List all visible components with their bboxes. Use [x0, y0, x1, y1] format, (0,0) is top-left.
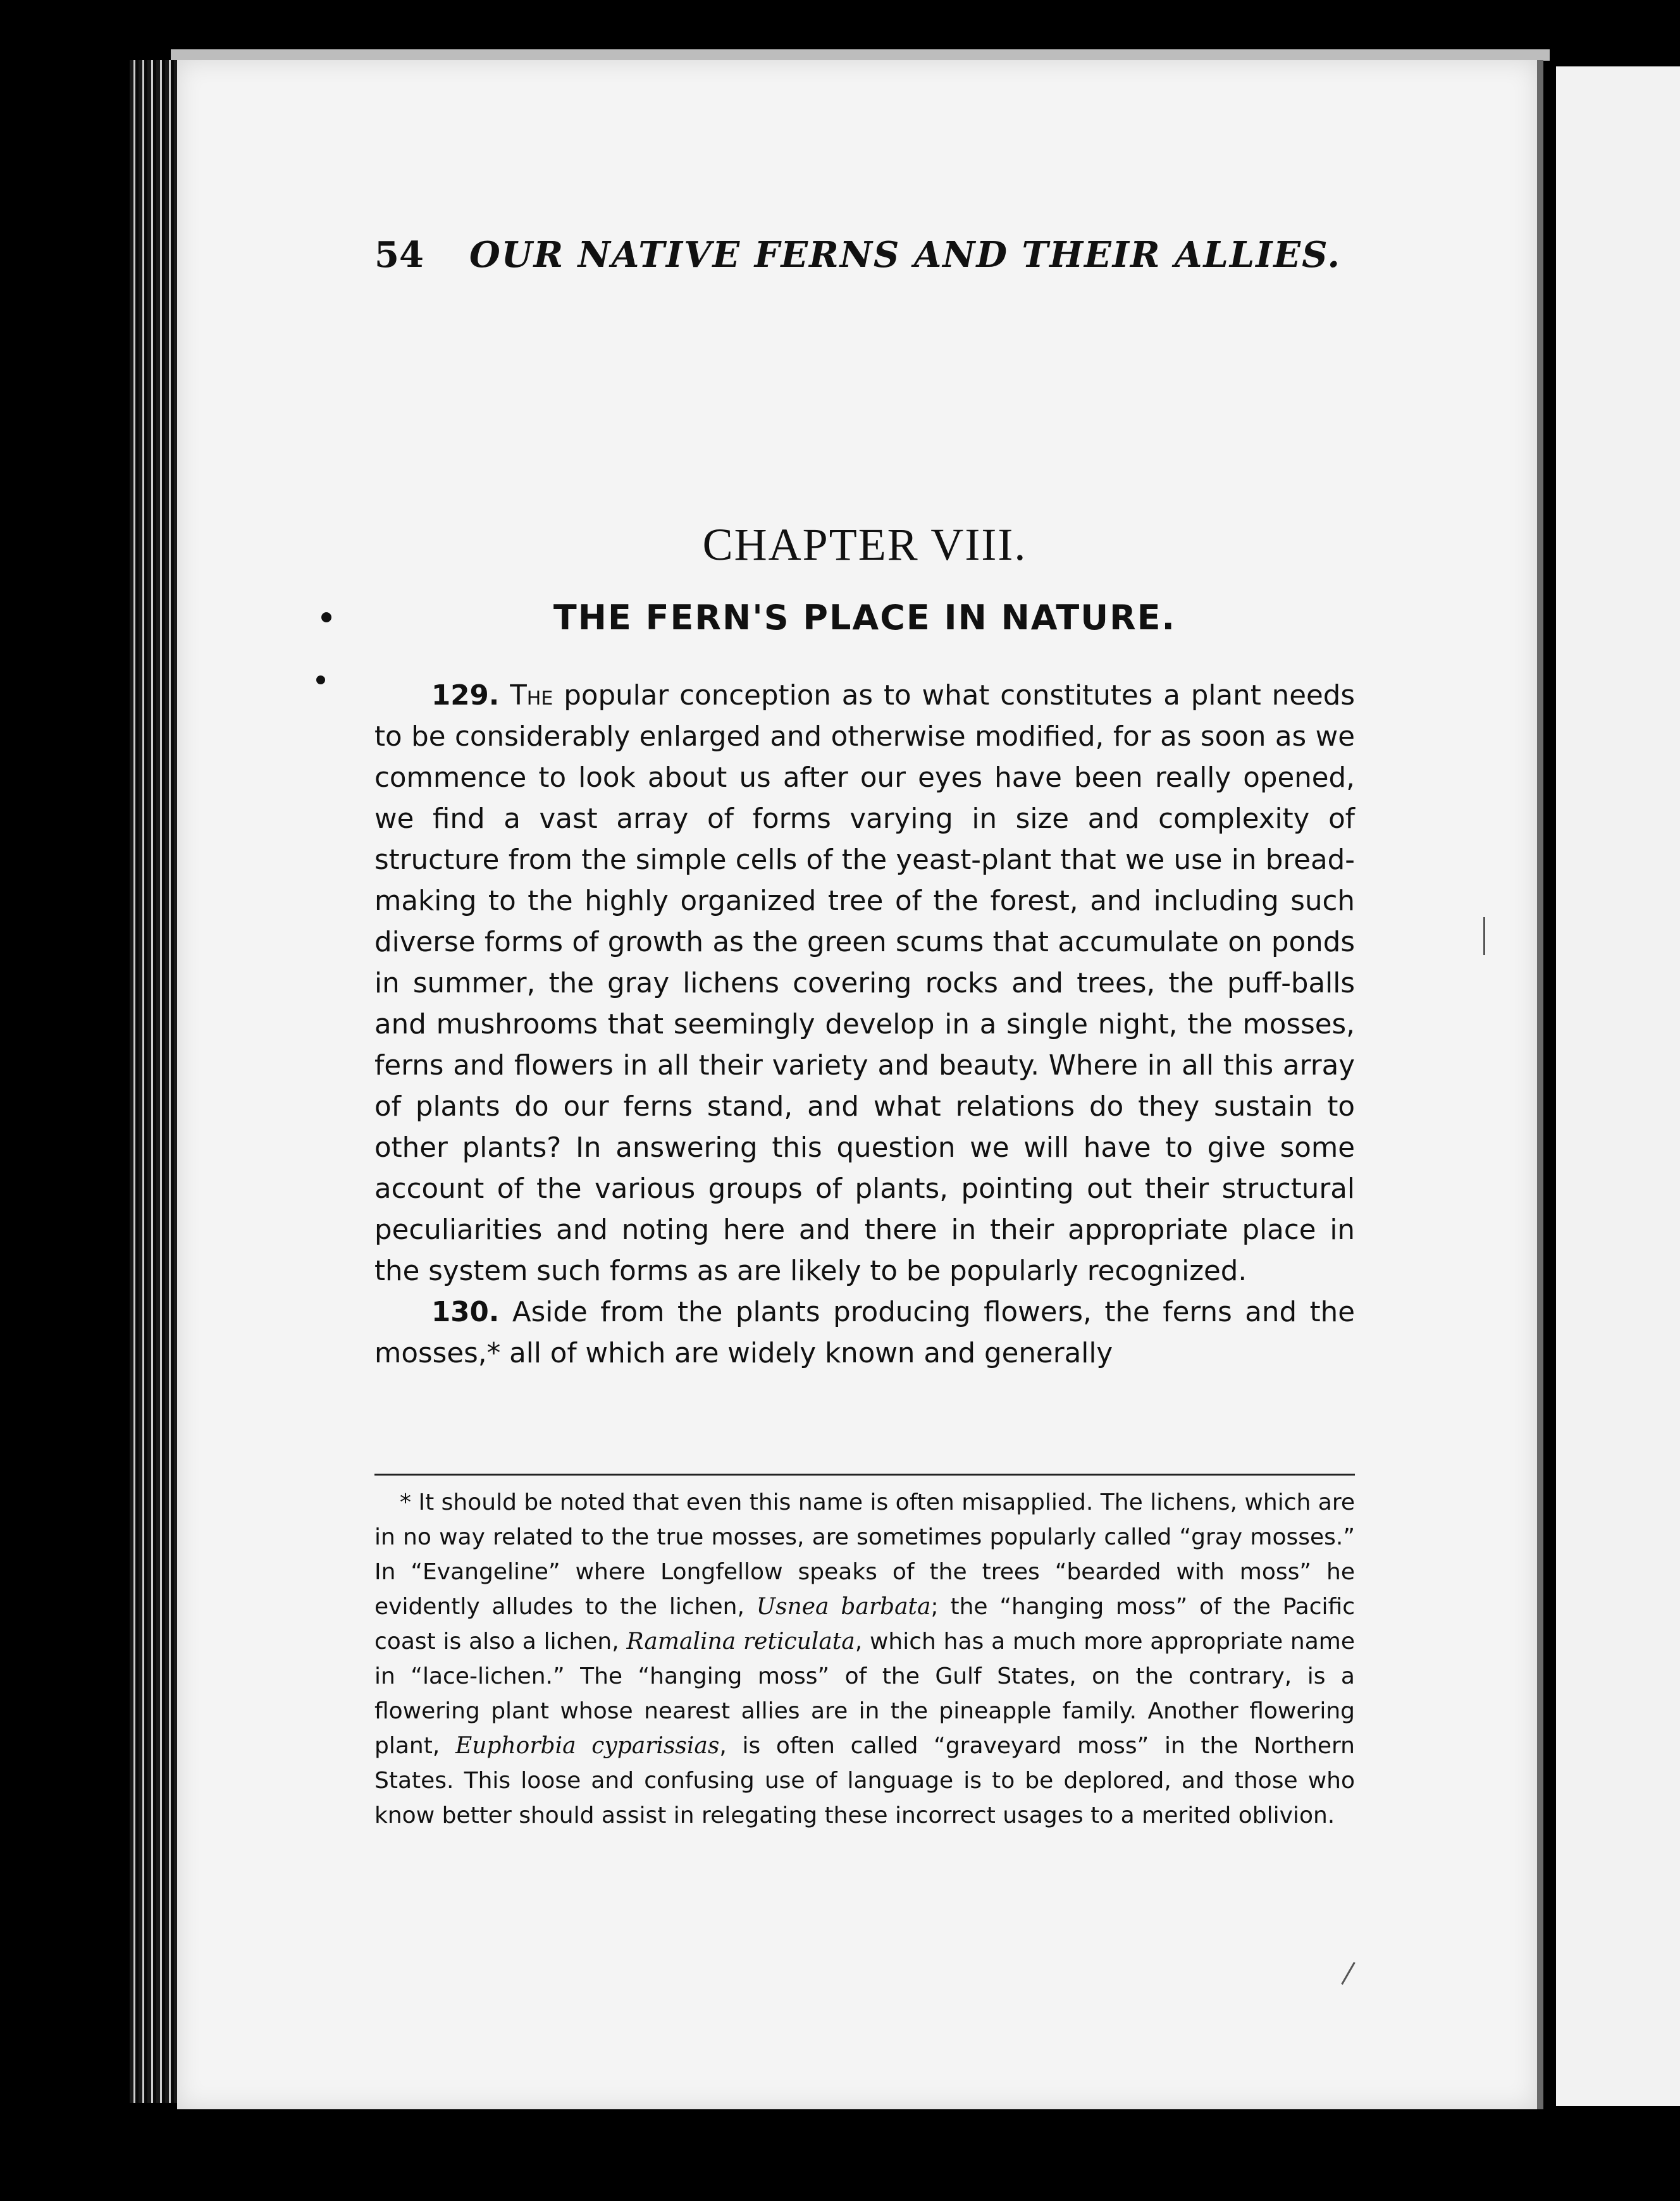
- running-head: [374, 234, 1361, 276]
- footnote-segment: , which has a much more appropriate name in “lace-lichen.” The “hanging moss” of the Gulf States, on the contrary, is a flowering plant whose nearest allies are in the pineapple family. Another flowering plant,: [374, 1629, 1355, 1759]
- paragraph-number: 130.: [431, 1297, 500, 1328]
- paragraph-text: Aside from the plants producing flowers, the ferns and the mosses,* all of which are widely known and generally: [374, 1297, 1356, 1369]
- paragraph-lead-word: The: [510, 680, 553, 712]
- paragraph-number: 129.: [431, 680, 500, 712]
- paragraph-text: popular conception as to what constitutes a plant needs to be considerably enlarged and otherwise modified, for as soon as we commence to look about us after our eyes have been really opened, we find a vast array of forms varying in size and complexity of structure from the simple cells of the yeast-plant that we use in bread-making to the highly organized tree of the forest, and including such diverse forms of growth as the green scums that accumulate on ponds in summer, the gray lichens covering rocks and trees, the puff-balls and mushrooms that seemingly develop in a single night, the mosses, ferns and flowers in all their variety and beauty. Where in all this array of plants do our ferns stand, and what relations do they sustain to other plants? In answering this question we will have to give some account of the various groups of plants, pointing out their structural peculiarities and noting here and there in their appropriate place in the system such forms as are likely to be popularly recognized.: [374, 680, 1356, 1287]
- margin-bullet-mark: [316, 675, 325, 684]
- footnote-segment: * It should be noted that even this name is often misapplied. The lichens, which are in no way related to the true mosses, are sometimes popularly called “gray mosses.” In “Evangeline” where Longfellow speaks of the trees “bearded with moss” he evidently alludes to the lichen,: [374, 1489, 1355, 1620]
- footnote-segment: ; the “hanging moss” of the Pacific coast is also a lichen,: [374, 1594, 1355, 1655]
- footnote-rule: [374, 1474, 1355, 1476]
- body-text: [374, 675, 1355, 1374]
- footnote-species-name: Usnea barbata: [756, 1594, 931, 1620]
- chapter-title: THE FERN'S PLACE IN NATURE.: [553, 598, 1177, 638]
- book-title: OUR NATIVE FERNS AND THEIR ALLIES.: [469, 234, 1342, 276]
- chapter-heading: CHAPTER VIII.: [702, 519, 1027, 570]
- scan-speck: [1483, 917, 1485, 955]
- page-gutter: [1537, 60, 1543, 2109]
- page-top-edge: [171, 49, 1550, 61]
- facing-page-edge: [1556, 66, 1680, 2106]
- page-stack-edges: [130, 60, 180, 2103]
- paragraph-129: [374, 675, 1355, 1292]
- footnote: [374, 1485, 1355, 1833]
- page-number: 54: [374, 234, 424, 276]
- footnote-text: [374, 1485, 1355, 1833]
- footnote-segment: , is often called “graveyard moss” in the Northern States. This loose and confusing use of language is to be deplored, and those who know better should assist in relegating these incorrect usages to a merited oblivion.: [374, 1733, 1355, 1828]
- footnote-species-name: Euphorbia cyparissias: [455, 1733, 720, 1759]
- footnote-species-name: Ramalina reticulata: [626, 1629, 855, 1655]
- margin-bullet-mark: [321, 612, 331, 622]
- paragraph-130: [374, 1292, 1355, 1374]
